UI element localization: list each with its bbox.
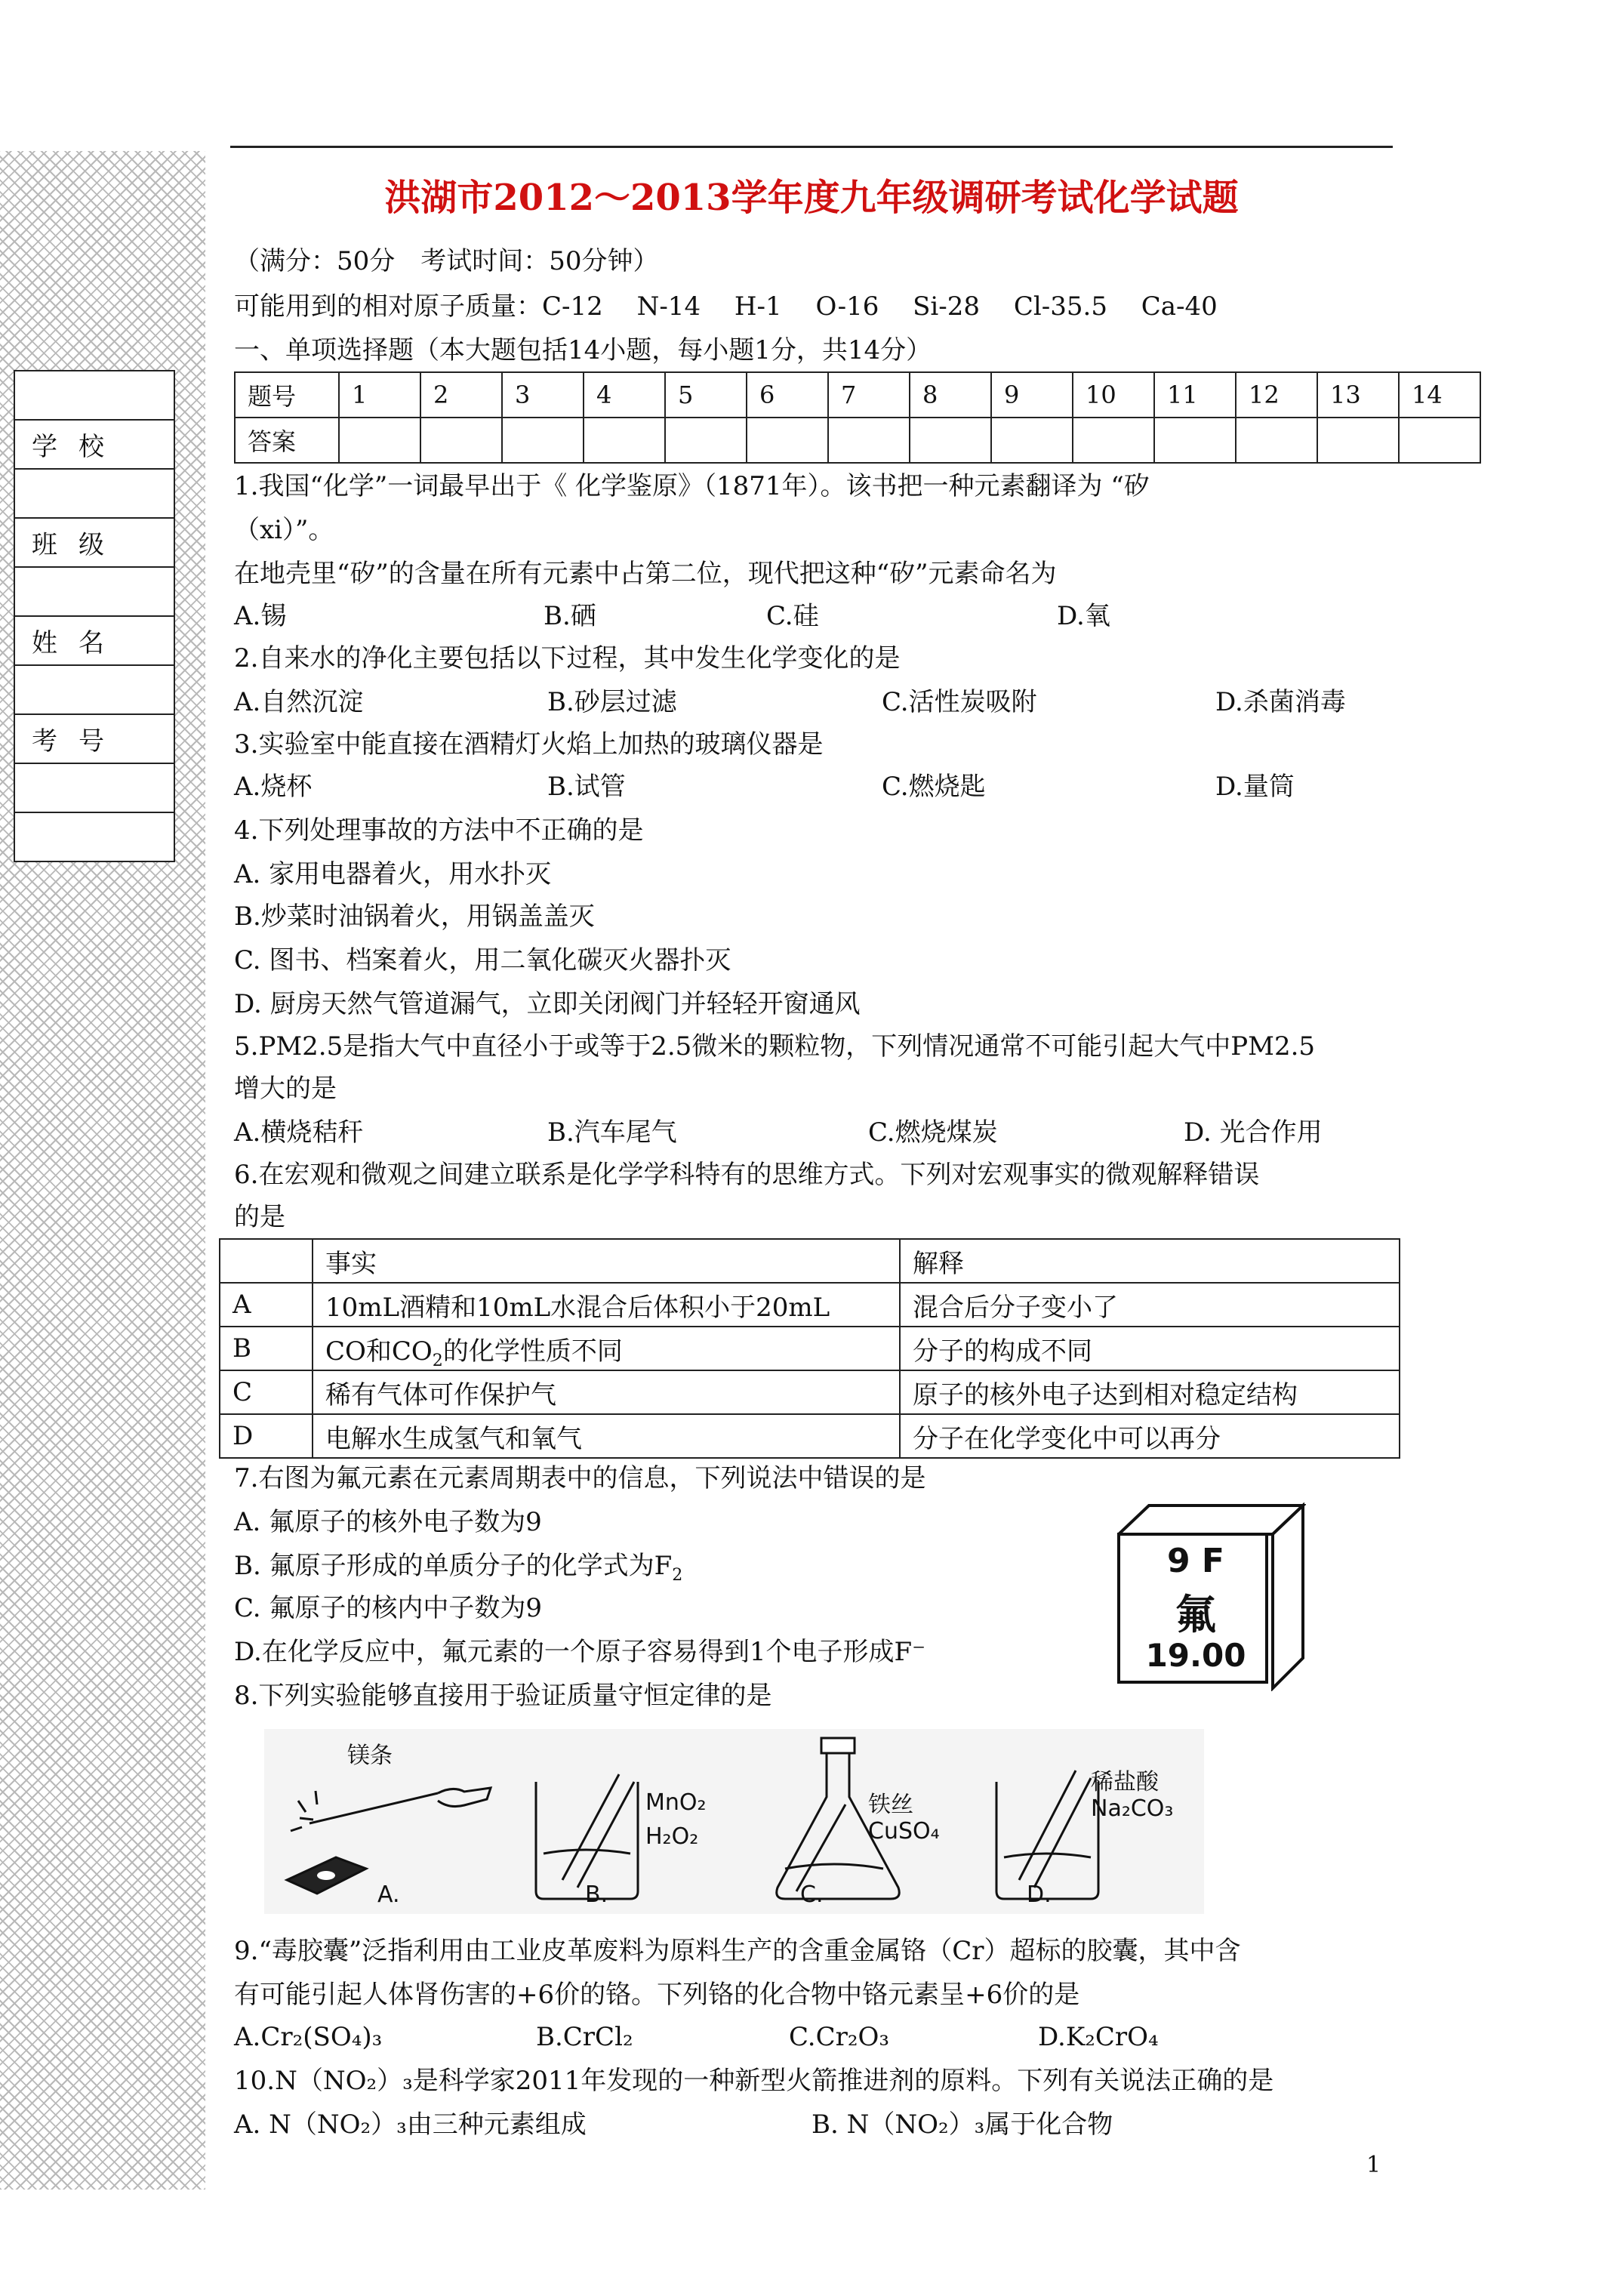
info-cell: [14, 812, 174, 861]
fact-cell: 稀有气体可作保护气: [313, 1370, 900, 1414]
answer-cell[interactable]: [991, 418, 1073, 463]
element-name: 氟: [1175, 1591, 1216, 1638]
question-5-cont: 增大的是: [234, 1074, 337, 1104]
page-number: 1: [1366, 2152, 1381, 2178]
student-info-table: [14, 370, 175, 862]
question-5: 5.PM2.5是指大气中直径小于或等于2.5微米的颗粒物，下列情况通常不可能引起大气中PM2.5: [234, 1031, 1316, 1062]
question-number: 2: [420, 372, 502, 418]
section-heading: 一、单项选择题（本大题包括14小题，每小题1分，共14分）: [234, 335, 932, 365]
info-cell: [14, 371, 174, 420]
question-number: 14: [1399, 372, 1480, 418]
question-6-cont: 的是: [234, 1202, 285, 1232]
fact-row-label: C: [220, 1370, 313, 1414]
fluorine-element-card: [1117, 1502, 1306, 1691]
fact-cell: 电解水生成氢气和氧气: [313, 1414, 900, 1458]
element-mass: 19.00: [1145, 1637, 1246, 1674]
answer-row-label: 答案: [235, 418, 339, 463]
fact-row-label: D: [220, 1414, 313, 1458]
question-6: 6.在宏观和微观之间建立联系是化学学科特有的思维方式。下列对宏观事实的微观解释错误: [234, 1160, 1260, 1190]
answer-cell[interactable]: [747, 418, 828, 463]
fact-table-header-fact: 事实: [313, 1239, 900, 1283]
option-a: A.横烧秸秆: [234, 1117, 364, 1148]
fact-table-corner: [220, 1239, 313, 1283]
fact-text: CO和CO: [325, 1336, 433, 1367]
option-b: B.硒: [544, 601, 596, 631]
info-cell: [14, 763, 174, 812]
fact-row-label: A: [220, 1283, 313, 1327]
option-d: D.氧: [1057, 601, 1110, 631]
option-b: B.CrCl₂: [536, 2022, 633, 2052]
explain-cell: 分子在化学变化中可以再分: [900, 1414, 1400, 1458]
option-d: D.K₂CrO₄: [1038, 2022, 1159, 2052]
reagent-label: Na₂CO₃: [1091, 1795, 1174, 1822]
option-a: A.烧杯: [234, 772, 313, 802]
top-rule: [230, 146, 1393, 148]
question-10: 10.N（NO₂）₃是科学家2011年发现的一种新型火箭推进剂的原料。下列有关说法正确的是: [234, 2066, 1274, 2096]
option-d: D. 光合作用: [1184, 1117, 1323, 1148]
option-a: A. 氟原子的核外电子数为9: [234, 1507, 542, 1537]
info-cell: [14, 469, 174, 518]
option-a: A. N（NO₂）₃由三种元素组成: [234, 2110, 587, 2140]
question-number: 13: [1317, 372, 1399, 418]
question-number: 3: [502, 372, 584, 418]
option-c: C. 氟原子的核内中子数为9: [234, 1593, 543, 1623]
element-card-face: [1117, 1533, 1268, 1684]
option-c: C.燃烧匙: [882, 772, 986, 802]
option-b: B.试管: [547, 772, 626, 802]
info-label-class: 班级: [14, 518, 174, 567]
answer-cell[interactable]: [828, 418, 910, 463]
answer-cell[interactable]: [1073, 418, 1154, 463]
answer-cell[interactable]: [420, 418, 502, 463]
option-c: C.活性炭吸附: [882, 687, 1037, 717]
option-a: A.自然沉淀: [234, 687, 364, 717]
option-d: D. 厨房天然气管道漏气，立即关闭阀门并轻轻开窗通风: [234, 989, 861, 1019]
answer-cell[interactable]: [502, 418, 584, 463]
figure-label-c: C.: [800, 1881, 824, 1908]
atomic-masses: 可能用到的相对原子质量：C-12 N-14 H-1 O-16 Si-28 Cl-35.5 Ca-40: [234, 291, 1218, 322]
question-1: 1.我国“化学”一词最早出于《 化学鉴原》（1871年）。该书把一种元素翻译为 “矽: [234, 471, 1150, 501]
option-c: C.Cr₂O₃: [789, 2022, 890, 2052]
question-number: 12: [1236, 372, 1317, 418]
option-a: A. 家用电器着火，用水扑灭: [234, 859, 552, 889]
option-c: C.硅: [766, 601, 819, 631]
info-label-school: 学校: [14, 420, 174, 469]
question-9: 9.“毒胶囊”泛指利用由工业皮革废料为原料生产的含重金属铬（Cr）超标的胶囊，其中含: [234, 1936, 1241, 1966]
question-number: 9: [991, 372, 1073, 418]
subscript: 2: [672, 1564, 683, 1585]
option-b-text: B. 氟原子形成的单质分子的化学式为F: [234, 1551, 673, 1581]
question-number: 1: [339, 372, 420, 418]
option-a: A.锡: [234, 601, 287, 631]
option-b: B.砂层过滤: [547, 687, 677, 717]
explain-cell: 混合后分子变小了: [900, 1283, 1400, 1327]
reagent-label: 铁丝: [868, 1792, 913, 1818]
question-7: 7.右图为氟元素在元素周期表中的信息，下列说法中错误的是: [234, 1463, 926, 1493]
experiment-figure: [264, 1729, 1204, 1914]
answer-cell[interactable]: [665, 418, 747, 463]
question-number: 8: [910, 372, 991, 418]
option-a: A.Cr₂(SO₄)₃: [234, 2022, 383, 2052]
exam-meta: （满分：50分 考试时间：50分钟）: [234, 246, 659, 276]
explain-cell: 分子的构成不同: [900, 1327, 1400, 1370]
option-d: D.量筒: [1215, 772, 1295, 802]
question-3: 3.实验室中能直接在酒精灯火焰上加热的玻璃仪器是: [234, 729, 824, 760]
answer-cell[interactable]: [910, 418, 991, 463]
fact-text: 的化学性质不同: [442, 1336, 623, 1367]
fact-row-label: B: [220, 1327, 313, 1370]
figure-label-a: A.: [377, 1881, 400, 1908]
question-9-cont: 有可能引起人体肾伤害的+6价的铬。下列铬的化合物中铬元素呈+6价的是: [234, 1980, 1080, 2010]
question-number: 11: [1154, 372, 1236, 418]
info-cell: [14, 567, 174, 616]
figure-label-d: D.: [1027, 1881, 1052, 1908]
element-number-symbol: 9 F: [1167, 1542, 1224, 1580]
answer-cell[interactable]: [1154, 418, 1236, 463]
experiment-apparatus-icon: [264, 1729, 1204, 1914]
option-b: B.炒菜时油锅着火，用锅盖盖灭: [234, 901, 595, 932]
answer-cell[interactable]: [1317, 418, 1399, 463]
info-label-name: 姓名: [14, 616, 174, 665]
reagent-label: 稀盐酸: [1091, 1769, 1159, 1795]
figure-label-b: B.: [585, 1881, 608, 1908]
question-1-cont: （xi）”。: [234, 515, 334, 545]
question-number: 6: [747, 372, 828, 418]
info-label-exam-number: 考号: [14, 714, 174, 763]
option-c: C.燃烧煤炭: [868, 1117, 998, 1148]
option-b: B. N（NO₂）₃属于化合物: [812, 2110, 1113, 2140]
option-d: D.杀菌消毒: [1215, 687, 1346, 717]
reagent-label: MnO₂: [645, 1789, 707, 1816]
answer-table-label: 题号: [235, 372, 339, 418]
fact-table-header-explain: 解释: [900, 1239, 1400, 1283]
reagent-label: CuSO₄: [868, 1818, 940, 1845]
fact-cell: 10mL酒精和10mL水混合后体积小于20mL: [313, 1283, 900, 1327]
question-8: 8.下列实验能够直接用于验证质量守恒定律的是: [234, 1681, 772, 1711]
page-title: 洪湖市2012～2013学年度九年级调研考试化学试题: [384, 177, 1239, 219]
question-2: 2.自来水的净化主要包括以下过程，其中发生化学变化的是: [234, 643, 901, 673]
answer-cell[interactable]: [1236, 418, 1317, 463]
option-b: [234, 1548, 682, 1584]
question-1-cont: 在地壳里“矽”的含量在所有元素中占第二位，现代把这种“矽”元素命名为: [234, 559, 1057, 589]
option-b: B.汽车尾气: [547, 1117, 677, 1148]
question-number: 7: [828, 372, 910, 418]
question-number: 4: [584, 372, 665, 418]
explain-cell: 原子的核外电子达到相对稳定结构: [900, 1370, 1400, 1414]
question-number: 5: [665, 372, 747, 418]
fact-table: [219, 1238, 1400, 1459]
answer-cell[interactable]: [1399, 418, 1480, 463]
answer-table: [234, 371, 1481, 464]
answer-cell[interactable]: [584, 418, 665, 463]
subscript: 2: [432, 1350, 443, 1370]
fact-cell: [313, 1327, 900, 1370]
question-number: 10: [1073, 372, 1154, 418]
reagent-label: H₂O₂: [645, 1823, 699, 1850]
option-c: C. 图书、档案着火，用二氧化碳灭火器扑灭: [234, 945, 731, 975]
option-d: D.在化学反应中，氟元素的一个原子容易得到1个电子形成F⁻: [234, 1637, 926, 1667]
info-cell: [14, 665, 174, 714]
reagent-label: 镁条: [347, 1743, 393, 1769]
question-4: 4.下列处理事故的方法中不正确的是: [234, 815, 644, 846]
answer-cell[interactable]: [339, 418, 420, 463]
